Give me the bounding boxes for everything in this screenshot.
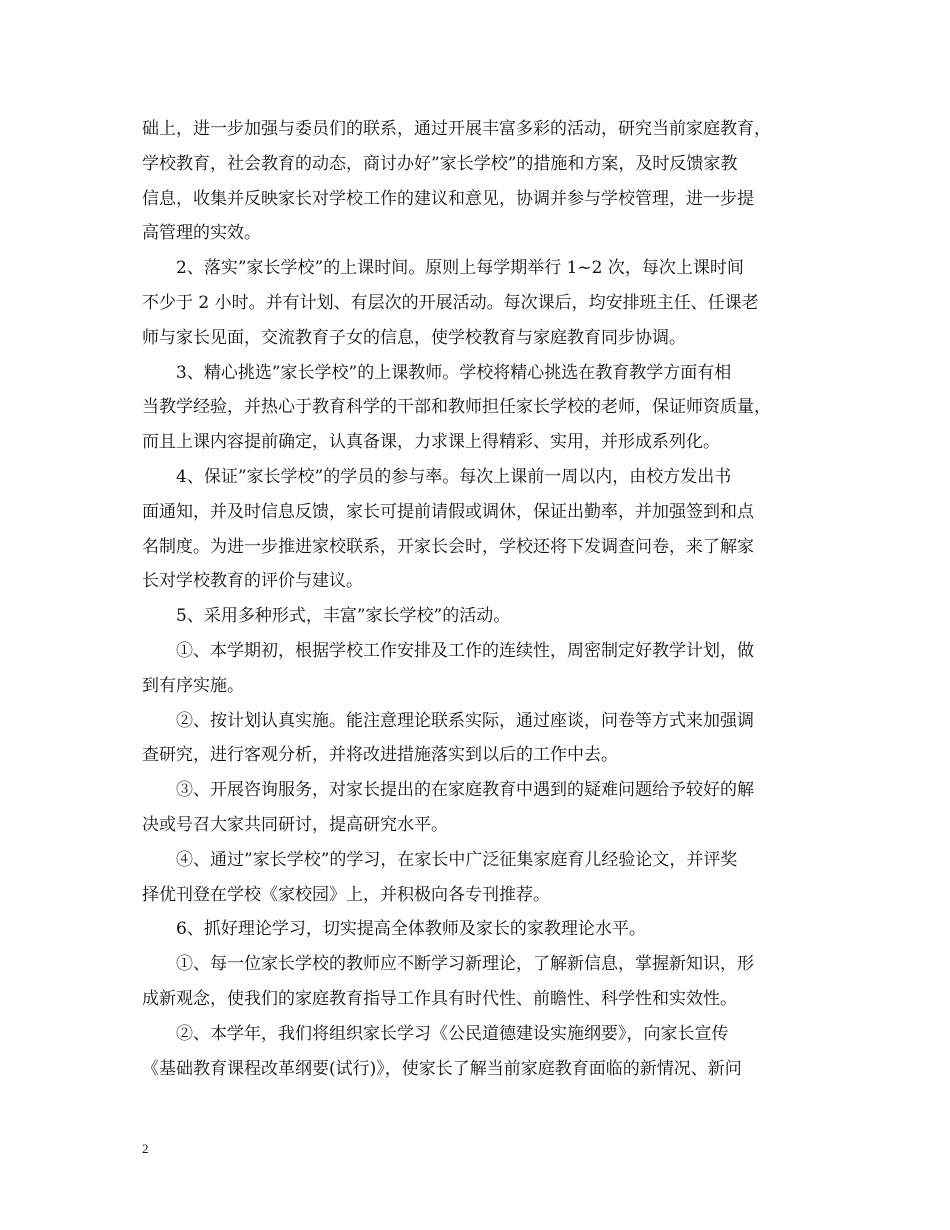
text-line: 4、保证”家长学校”的学员的参与率。每次上课前一周以内，由校方发出书 xyxy=(176,466,732,487)
text-line: 查研究，进行客观分析，并将改进措施落实到以后的工作中去。 xyxy=(142,745,618,766)
text-line: ③、开展咨询服务，对家长提出的在家庭教育中遇到的疑难问题给予较好的解 xyxy=(176,780,754,801)
text-line: 而且上课内容提前确定，认真备课，力求课上得精彩、实用，并形成系列化。 xyxy=(142,432,720,453)
text-line: 面通知，并及时信息反馈，家长可提前请假或调休，保证出勤率，并加强签到和点 xyxy=(142,501,754,522)
text-line: 学校教育，社会教育的动态，商讨办好”家长学校”的措施和方案，及时反馈家教 xyxy=(142,153,738,174)
text-line: ①、每一位家长学校的教师应不断学习新理论，了解新信息，掌握新知识，形 xyxy=(176,954,754,975)
text-line: ②、按计划认真实施。能注意理论联系实际，通过座谈，问卷等方式来加强调 xyxy=(176,710,754,731)
text-line: 高管理的实效。 xyxy=(142,223,261,244)
text-line: 3、精心挑选”家长学校”的上课教师。学校将精心挑选在教育教学方面有相 xyxy=(176,362,732,383)
text-line: ②、本学年，我们将组织家长学习《公民道德建设实施纲要》，向家长宣传 xyxy=(176,1023,729,1044)
text-line: 师与家长见面，交流教育子女的信息，使学校教育与家庭教育同步协调。 xyxy=(142,327,686,348)
text-line: ①、本学期初，根据学校工作安排及工作的连续性，周密制定好教学计划，做 xyxy=(176,640,754,661)
text-line: 当教学经验，并热心于教育科学的干部和教师担任家长学校的老师，保证师资质量， xyxy=(142,397,771,418)
text-line: 名制度。为进一步推进家校联系，开家长会时，学校还将下发调查问卷，来了解家 xyxy=(142,536,754,557)
text-line: 成新观念，使我们的家庭教育指导工作具有时代性、前瞻性、科学性和实效性。 xyxy=(142,988,737,1009)
text-line: ④、通过”家长学校”的学习，在家长中广泛征集家庭育儿经验论文，并评奖 xyxy=(176,849,738,870)
text-line: 5、采用多种形式，丰富”家长学校”的活动。 xyxy=(176,606,511,627)
text-line: 决或号召大家共同研讨，提高研究水平。 xyxy=(142,814,448,835)
page-number: 2 xyxy=(142,1141,149,1156)
text-line: 长对学校教育的评价与建议。 xyxy=(142,571,363,592)
text-line: 2、落实”家长学校”的上课时间。原则上每学期举行 1~2 次，每次上课时间 xyxy=(176,258,744,279)
text-line: 择优刊登在学校《家校园》上，并积极向各专刊推荐。 xyxy=(142,884,550,905)
text-line: 信息，收集并反映家长对学校工作的建议和意见，协调并参与学校管理，进一步提 xyxy=(142,188,754,209)
text-line: 不少于 2 小时。并有计划、有层次的开展活动。每次课后，均安排班主任、任课老 xyxy=(142,292,759,313)
text-line: 到有序实施。 xyxy=(142,675,244,696)
text-line: 6、抓好理论学习，切实提高全体教师及家长的家教理论水平。 xyxy=(176,919,646,940)
text-line: 《基础教育课程改革纲要(试行)》，使家长了解当前家庭教育面临的新情况、新问 xyxy=(142,1058,742,1079)
text-line: 础上，进一步加强与委员们的联系，通过开展丰富多彩的活动，研究当前家庭教育， xyxy=(142,119,771,139)
body-text xyxy=(142,112,822,1086)
